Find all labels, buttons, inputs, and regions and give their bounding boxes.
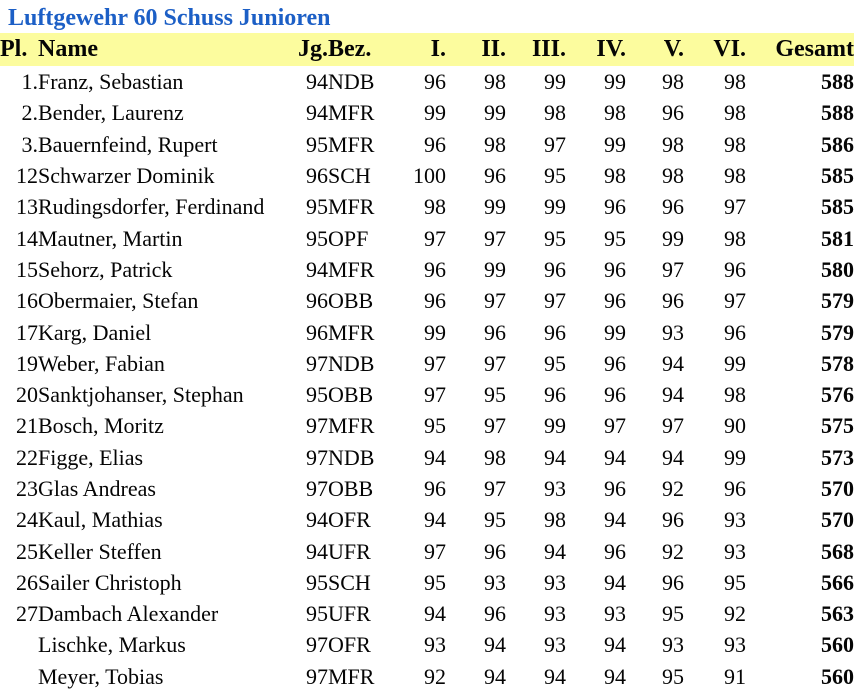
cell-series4: 94 [604,663,626,689]
col-header-series5: V. [663,36,684,62]
cell-series6: 98 [724,69,746,95]
cell-total: 578 [821,350,854,376]
cell-series1: 99 [424,319,446,345]
cell-total: 570 [821,507,854,533]
cell-series5: 98 [662,69,684,95]
cell-series5: 96 [662,194,684,220]
cell-series3: 93 [544,569,566,595]
cell-year: 97 [306,663,328,689]
cell-series1: 99 [424,100,446,126]
cell-name: Dambach Alexander [38,601,219,627]
cell-series4: 96 [604,288,626,314]
cell-series3: 98 [544,507,566,533]
table-row [0,97,854,128]
results-table [0,33,854,692]
cell-district: MFR [328,663,375,689]
cell-series6: 98 [724,131,746,157]
cell-name: Weber, Fabian [38,350,165,376]
cell-total: 581 [821,225,854,251]
table-row [0,598,854,629]
cell-district: OBB [328,288,374,314]
table-row [0,410,854,441]
cell-series1: 96 [424,476,446,501]
cell-series6: 90 [724,413,746,439]
cell-year: 97 [306,632,328,658]
cell-series3: 96 [544,382,566,408]
page-title: Luftgewehr 60 Schuss Junioren [8,5,331,31]
cell-series5: 95 [662,601,684,627]
cell-name: Kaul, Mathias [38,507,163,533]
cell-name: Karg, Daniel [38,319,152,345]
table-row [0,535,854,566]
table-row [0,160,854,191]
cell-series1: 96 [424,288,446,314]
cell-year: 96 [306,163,328,189]
cell-series6: 98 [724,225,746,251]
col-header-year: Jg. [298,36,328,62]
cell-series6: 95 [724,569,746,595]
col-header-series6: VI. [713,36,746,62]
cell-series5: 92 [662,538,684,564]
cell-series6: 97 [724,194,746,220]
cell-series4: 99 [604,69,626,95]
cell-district: NDB [328,69,375,95]
table-row [0,191,854,222]
cell-series4: 94 [604,444,626,470]
cell-total: 568 [821,538,854,564]
cell-name: Lischke, Markus [38,632,186,658]
cell-series6: 96 [724,256,746,282]
cell-series6: 96 [724,476,746,501]
cell-series5: 94 [662,444,684,470]
cell-series3: 93 [544,601,566,627]
cell-place: 1. [21,69,38,95]
cell-series2: 99 [484,256,506,282]
table-row [0,661,854,692]
cell-series1: 95 [424,413,446,439]
cell-place: 13 [16,194,38,220]
col-header-series4: IV. [596,36,626,62]
cell-name: Schwarzer Dominik [38,163,215,189]
cell-year: 95 [306,601,328,627]
cell-series3: 94 [544,663,566,689]
table-row [0,129,854,160]
cell-name: Sehorz, Patrick [38,256,173,282]
cell-series2: 94 [484,632,506,658]
cell-district: MFR [328,319,375,345]
cell-series3: 99 [544,413,566,439]
cell-series6: 97 [724,288,746,314]
cell-year: 94 [306,507,328,533]
cell-district: NDB [328,444,375,470]
cell-place: 14 [16,225,38,251]
cell-district: MFR [328,131,375,157]
cell-year: 95 [306,131,328,157]
cell-district: OPF [328,225,369,251]
cell-series4: 98 [604,163,626,189]
cell-place: 22 [16,444,38,470]
cell-year: 97 [306,350,328,376]
cell-series2: 95 [484,507,506,533]
table-row [0,442,854,473]
cell-series1: 97 [424,382,446,408]
cell-series2: 95 [484,382,506,408]
cell-total: 560 [821,632,854,658]
cell-name: Obermaier, Stefan [38,288,199,314]
col-header-series2: II. [481,36,506,62]
cell-total: 566 [821,569,854,595]
cell-year: 96 [306,288,328,314]
cell-series3: 93 [544,632,566,658]
cell-district: OFR [328,507,371,533]
cell-name: Glas Andreas [38,476,156,501]
cell-name: Meyer, Tobias [38,663,164,689]
cell-series2: 97 [484,225,506,251]
cell-name: Keller Steffen [38,538,162,564]
cell-series1: 100 [413,163,446,189]
cell-name: Figge, Elias [38,444,144,470]
cell-series3: 94 [544,444,566,470]
cell-name: Bosch, Moritz [38,413,164,439]
cell-district: MFR [328,100,375,126]
cell-name: Rudingsdorfer, Ferdinand [38,194,265,220]
cell-series5: 97 [662,256,684,282]
cell-year: 94 [306,538,328,564]
cell-series3: 96 [544,319,566,345]
col-header-series3: III. [531,36,566,62]
cell-series5: 97 [662,413,684,439]
table-row [0,285,854,316]
table-row [0,629,854,660]
table-row [0,316,854,347]
col-header-name: Name [38,36,98,62]
cell-year: 94 [306,256,328,282]
cell-series2: 97 [484,288,506,314]
col-header-total: Gesamt [775,36,854,62]
cell-place: 3. [21,131,38,157]
table-row [0,254,854,285]
cell-total: 560 [821,663,854,689]
cell-series6: 92 [724,601,746,627]
cell-series1: 95 [424,569,446,595]
cell-series6: 96 [724,319,746,345]
cell-series4: 94 [604,569,626,595]
cell-place: 25 [16,538,38,564]
cell-series2: 99 [484,194,506,220]
cell-series1: 96 [424,131,446,157]
col-header-series1: I. [430,36,446,62]
cell-series1: 94 [424,601,446,627]
cell-series3: 97 [544,131,566,157]
cell-total: 580 [821,256,854,282]
cell-series1: 96 [424,256,446,282]
cell-series1: 97 [424,350,446,376]
cell-district: MFR [328,256,375,282]
cell-series5: 93 [662,632,684,658]
cell-series4: 98 [604,100,626,126]
cell-series2: 97 [484,413,506,439]
cell-year: 95 [306,194,328,220]
cell-series4: 96 [604,256,626,282]
cell-series5: 94 [662,382,684,408]
cell-total: 563 [821,601,854,627]
cell-series4: 96 [604,476,626,501]
cell-series4: 96 [604,350,626,376]
cell-name: Sailer Christoph [38,569,182,595]
table-row [0,222,854,253]
cell-series4: 96 [604,538,626,564]
table-row [0,567,854,598]
cell-district: OBB [328,382,374,408]
cell-total: 579 [821,288,854,314]
cell-total: 585 [821,163,854,189]
results-table-body [0,66,854,692]
cell-series4: 96 [604,382,626,408]
cell-year: 95 [306,569,328,595]
cell-series6: 98 [724,100,746,126]
cell-series2: 93 [484,569,506,595]
cell-series5: 98 [662,163,684,189]
cell-series4: 94 [604,632,626,658]
cell-series2: 96 [484,319,506,345]
cell-series3: 99 [544,194,566,220]
cell-place: 2. [21,100,38,126]
cell-total: 588 [821,100,854,126]
cell-name: Mautner, Martin [38,225,183,251]
cell-series6: 98 [724,382,746,408]
cell-year: 94 [306,100,328,126]
cell-series3: 95 [544,225,566,251]
cell-name: Sanktjohanser, Stephan [38,382,244,408]
cell-district: NDB [328,350,375,376]
cell-series5: 99 [662,225,684,251]
cell-year: 95 [306,225,328,251]
cell-series2: 97 [484,350,506,376]
cell-year: 97 [306,413,328,439]
cell-series6: 99 [724,444,746,470]
cell-series3: 96 [544,256,566,282]
table-row [0,504,854,535]
cell-series5: 96 [662,288,684,314]
cell-year: 97 [306,444,328,470]
cell-district: OBB [328,476,374,501]
cell-place: 26 [16,569,38,595]
table-header-row [0,33,854,66]
cell-series6: 93 [724,507,746,533]
cell-district: OFR [328,632,371,658]
cell-total: 576 [821,382,854,408]
cell-series4: 99 [604,319,626,345]
cell-series2: 98 [484,444,506,470]
cell-series6: 98 [724,163,746,189]
cell-series2: 96 [484,601,506,627]
cell-place: 15 [16,256,38,282]
cell-series1: 97 [424,538,446,564]
col-header-place: Pl. [0,36,28,62]
cell-name: Franz, Sebastian [38,69,184,95]
cell-series1: 94 [424,507,446,533]
cell-district: MFR [328,413,375,439]
cell-series2: 97 [484,476,506,501]
cell-year: 97 [306,476,328,501]
cell-series1: 92 [424,663,446,689]
cell-series2: 94 [484,663,506,689]
cell-series2: 98 [484,69,506,95]
cell-year: 94 [306,69,328,95]
cell-series3: 97 [544,288,566,314]
cell-series3: 99 [544,69,566,95]
cell-district: SCH [328,163,371,189]
cell-series3: 95 [544,163,566,189]
table-row [0,66,854,97]
cell-total: 575 [821,413,854,439]
cell-series2: 99 [484,100,506,126]
cell-series6: 91 [724,663,746,689]
cell-series4: 96 [604,194,626,220]
cell-district: MFR [328,194,375,220]
cell-series1: 93 [424,632,446,658]
cell-series1: 98 [424,194,446,220]
cell-place: 19 [16,350,38,376]
cell-district: UFR [328,601,371,627]
cell-series3: 93 [544,476,566,501]
cell-series6: 93 [724,632,746,658]
cell-series5: 96 [662,100,684,126]
table-row [0,379,854,410]
cell-series4: 97 [604,413,626,439]
cell-place [0,661,38,692]
cell-series6: 99 [724,350,746,376]
cell-series4: 99 [604,131,626,157]
cell-series2: 96 [484,163,506,189]
cell-series1: 94 [424,444,446,470]
table-row [0,473,854,504]
cell-name: Bauernfeind, Rupert [38,131,218,157]
cell-total: 573 [821,444,854,470]
cell-total: 585 [821,194,854,220]
cell-place: 20 [16,382,38,408]
cell-series6: 93 [724,538,746,564]
cell-total: 588 [821,69,854,95]
cell-place: 16 [16,288,38,314]
cell-series2: 98 [484,131,506,157]
cell-place: 24 [16,507,38,533]
cell-district: UFR [328,538,371,564]
cell-series1: 97 [424,225,446,251]
cell-year: 96 [306,319,328,345]
cell-total: 586 [821,131,854,157]
cell-place: 23 [16,476,38,501]
cell-place [0,629,38,660]
cell-total: 579 [821,319,854,345]
cell-place: 27 [16,601,38,627]
cell-series5: 93 [662,319,684,345]
cell-district: SCH [328,569,371,595]
cell-series5: 96 [662,507,684,533]
cell-series5: 98 [662,131,684,157]
cell-place: 21 [16,413,38,439]
cell-series3: 94 [544,538,566,564]
cell-place: 17 [16,319,38,345]
cell-series5: 94 [662,350,684,376]
cell-name: Bender, Laurenz [38,100,184,126]
cell-series4: 95 [604,225,626,251]
cell-year: 95 [306,382,328,408]
cell-total: 570 [821,476,854,501]
cell-series5: 96 [662,569,684,595]
cell-series3: 98 [544,100,566,126]
col-header-district: Bez. [328,36,372,62]
cell-series5: 95 [662,663,684,689]
cell-series4: 94 [604,507,626,533]
cell-series3: 95 [544,350,566,376]
table-row [0,348,854,379]
cell-series5: 92 [662,476,684,501]
cell-series2: 96 [484,538,506,564]
cell-place: 12 [16,163,38,189]
cell-series4: 93 [604,601,626,627]
cell-series1: 96 [424,69,446,95]
